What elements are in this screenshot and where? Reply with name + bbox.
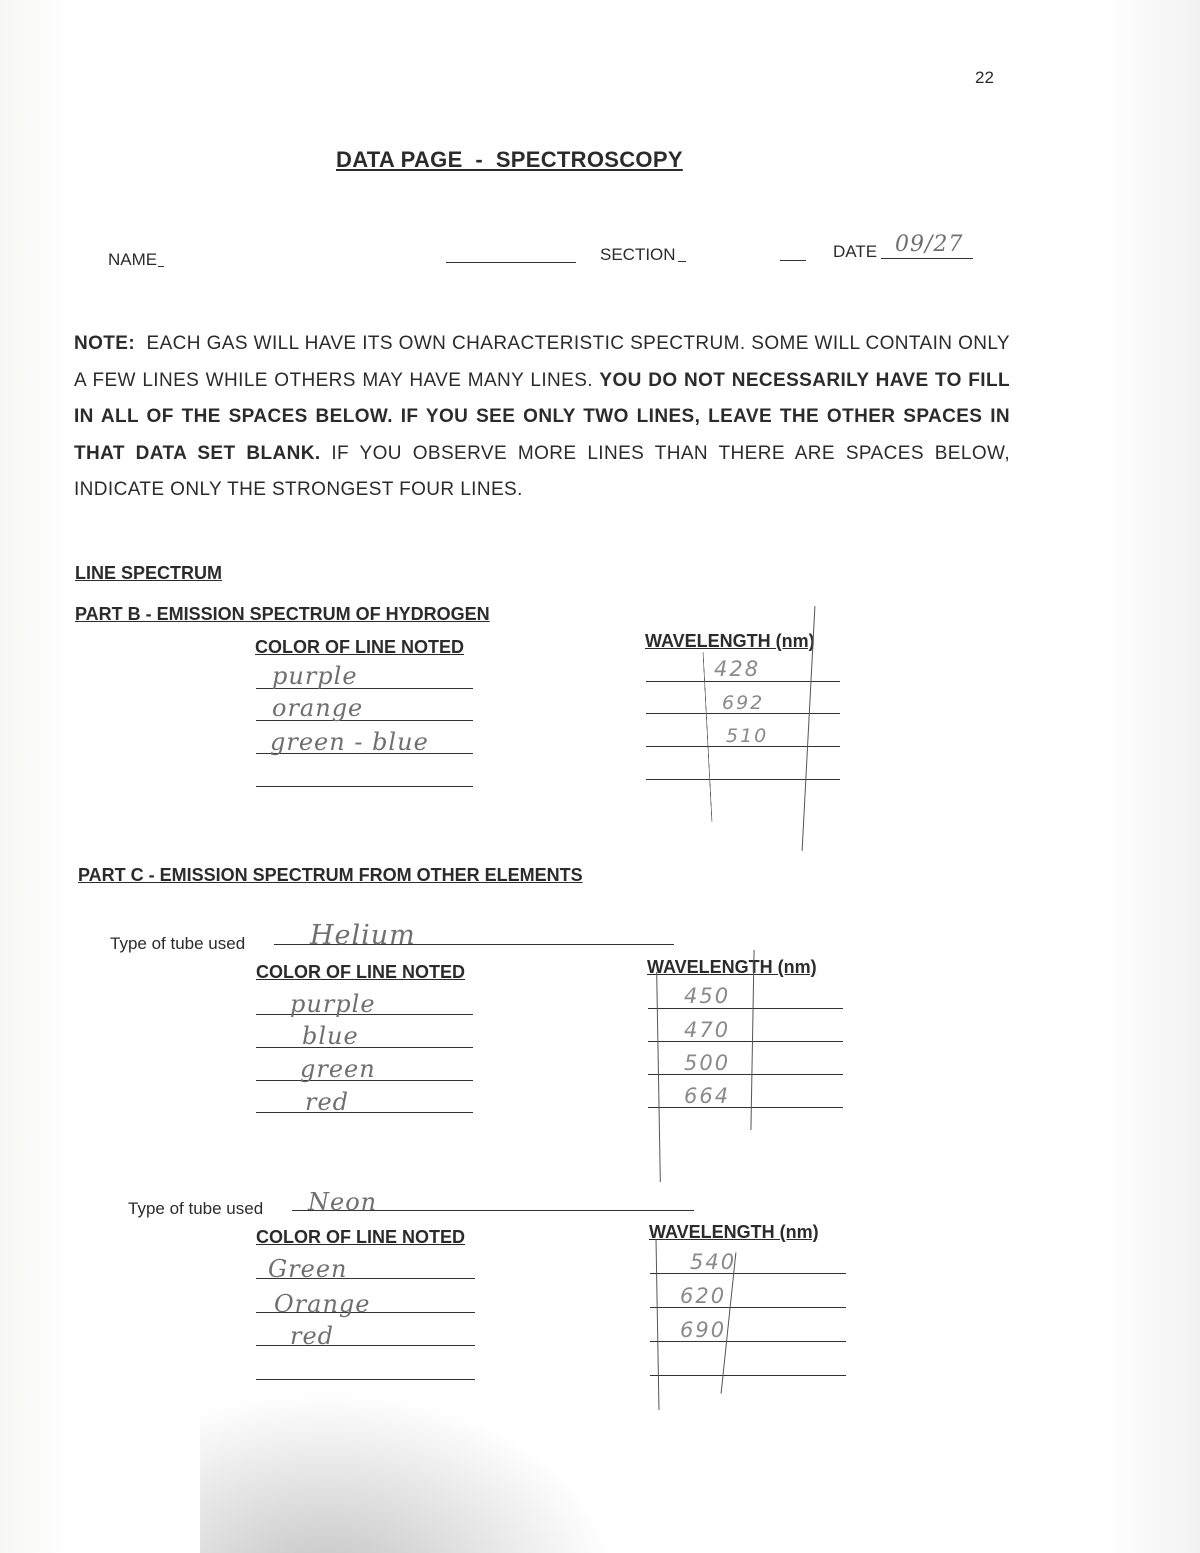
helium-wavelength-1: 450 <box>684 984 731 1008</box>
helium-wavelength-4: 664 <box>684 1084 731 1108</box>
neon-wavelength-3: 690 <box>680 1318 727 1342</box>
neon-pen-stroke-1 <box>656 1240 660 1410</box>
helium-wave-line-2 <box>648 1041 843 1042</box>
neon-color-3: red <box>290 1322 335 1350</box>
neon-wavelength-header: WAVELENGTH (nm) <box>649 1222 819 1242</box>
helium-color-1: purple <box>290 990 376 1018</box>
helium-tube-value: Helium <box>310 920 416 951</box>
name-label: NAME <box>108 250 158 269</box>
helium-color-line-2 <box>256 1047 473 1048</box>
neon-color-line-4 <box>256 1379 475 1380</box>
page-title: DATA PAGE - SPECTROSCOPY <box>336 147 683 172</box>
helium-color-3: green <box>300 1055 376 1083</box>
neon-color-1: Green <box>268 1255 348 1283</box>
part-b-heading: PART B - EMISSION SPECTRUM OF HYDROGEN <box>75 604 490 624</box>
part-b-color-line-4 <box>256 786 473 787</box>
neon-color-2: Orange <box>274 1290 371 1318</box>
helium-pen-stroke-1 <box>656 972 661 1182</box>
part-c-heading: PART C - EMISSION SPECTRUM FROM OTHER ELEMENTS <box>78 865 583 885</box>
neon-color-line-3 <box>256 1345 475 1346</box>
note-label: NOTE: <box>74 333 136 354</box>
helium-color-2: blue <box>302 1022 359 1050</box>
part-b-color-1: purple <box>272 662 358 690</box>
part-b-wavelength-2: 692 <box>722 692 765 714</box>
part-b-wave-line-4 <box>646 779 840 780</box>
part-b-wavelength-header: WAVELENGTH (nm) <box>645 631 815 651</box>
part-b-pen-stroke-1 <box>703 652 713 822</box>
helium-wave-line-1 <box>648 1008 843 1009</box>
name-underline-start <box>158 266 164 267</box>
section-label: SECTION <box>600 245 676 264</box>
part-b-wavelength-1: 428 <box>714 657 761 681</box>
helium-wavelength-header: WAVELENGTH (nm) <box>647 957 817 977</box>
neon-tube-label: Type of tube used <box>128 1199 264 1218</box>
helium-color-line-4 <box>256 1112 473 1113</box>
part-b-color-2: orange <box>272 694 364 722</box>
name-field[interactable] <box>446 262 576 263</box>
date-value: 09/27 <box>895 232 964 257</box>
part-b-wavelength-3: 510 <box>726 725 769 747</box>
neon-color-header: COLOR OF LINE NOTED <box>256 1227 465 1247</box>
neon-wave-line-1 <box>650 1273 846 1274</box>
helium-wave-line-4 <box>648 1107 843 1108</box>
section-underline-start <box>678 261 686 262</box>
helium-wavelength-2: 470 <box>684 1018 731 1042</box>
part-b-color-header: COLOR OF LINE NOTED <box>255 637 464 657</box>
helium-tube-label: Type of tube used <box>110 934 246 953</box>
part-b-color-3: green - blue <box>270 728 429 756</box>
page-number: 22 <box>975 68 994 87</box>
helium-color-header: COLOR OF LINE NOTED <box>256 962 465 982</box>
note-text-2: IF YOU OBSERVE MORE LINES THAN THERE ARE SPACES BELOW, INDICATE ONLY THE STRONGEST FOUR LINES. <box>74 442 1010 500</box>
note-text-1: EACH GAS WILL HAVE ITS OWN CHARACTERISTIC SPECTRUM. SOME WILL CONTAIN ONLY A FEW LINES WHILE OTHERS MAY HAVE MANY LINES. <box>74 333 1011 391</box>
photo-shadow <box>200 1390 620 1553</box>
helium-wave-line-3 <box>648 1074 843 1075</box>
helium-color-4: red <box>305 1088 350 1116</box>
neon-wave-line-4 <box>650 1375 846 1376</box>
neon-wavelength-1: 540 <box>690 1250 737 1274</box>
neon-wavelength-2: 620 <box>680 1284 727 1308</box>
date-label: DATE <box>833 242 878 261</box>
note-paragraph <box>74 326 1010 509</box>
line-spectrum-heading: LINE SPECTRUM <box>75 563 223 583</box>
helium-wavelength-3: 500 <box>684 1051 731 1075</box>
neon-tube-value: Neon <box>308 1188 378 1216</box>
section-field[interactable] <box>780 260 806 261</box>
note-text-bold: YOU DO NOT NECESSARILY HAVE TO FILL IN ALL OF THE SPACES BELOW. IF YOU SEE ONLY TWO LINES, LEAVE THE OTHER SPACES IN THAT DATA SET BLANK. <box>74 369 1010 464</box>
date-field[interactable] <box>881 258 973 259</box>
